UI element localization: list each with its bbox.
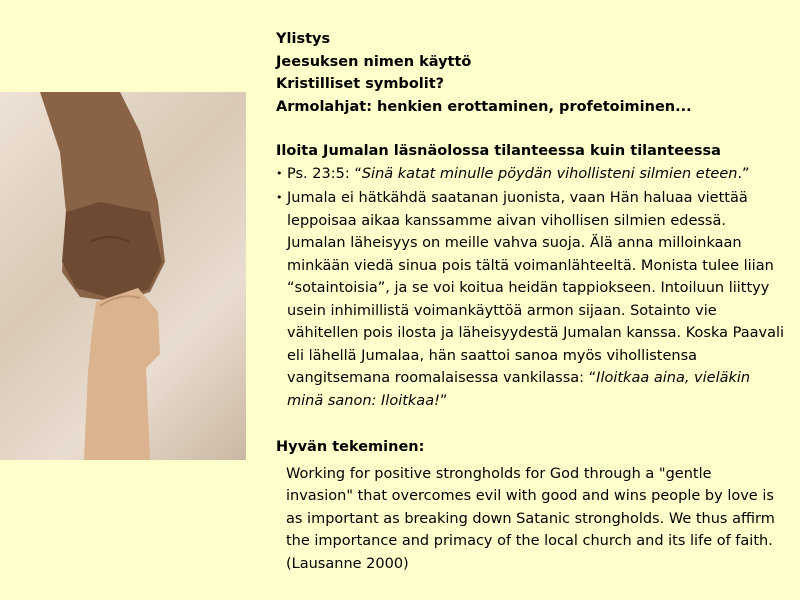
top-list-item: Armolahjat: henkien erottaminen, profetoiminen... [276,98,692,115]
bullet2-text: Jumala ei hätkähdä saatanan juonista, vaan Hän haluaa viettää leppoisaa aikaa kanssamme aivan vihollisen silmien edessä. Jumalan läheisyys on meille vahva suoja. Älä anna milloinkaan minkään viedä sinua pois tältä voimanlähteeltä. Monista tulee liian “sotaintoisia”, ja se voi koitua heidän tappiokseen. Intoiluun liittyy usein inhimillistä voimankäyttöä armon sijaan. Sotainto vie vähitellen pois ilosta ja läheisyydestä Jumalan kanssa. Koska Paavali eli lähellä Jumalaa, hän saattoi sanoa myös vihollistensa vangitsemana roomalaisessa vankilassa: “ [287,190,785,386]
slide-content [276,28,786,575]
hands-photo-icon [0,92,246,460]
top-list-item: Kristilliset symbolit? [276,76,445,92]
bullet-item [276,163,786,186]
top-list-item: Ylistys [276,31,331,47]
section1-heading: Iloita Jumalan läsnäolossa tilanteessa kuin tilanteessa [276,143,721,159]
top-list-item: Jeesuksen nimen käyttö [276,53,472,70]
bullet2-quote: Iloitkaa aina, vieläkin minä sanon: Iloitkaa! [287,370,751,409]
bullet2-suffix: ” [439,392,448,409]
bullet-icon: • [276,166,283,180]
hands-photo [0,92,246,460]
bullet1-suffix: .” [737,165,750,182]
top-list [276,28,786,118]
bullet-item [276,187,786,412]
section2-heading: Hyvän tekeminen: [276,439,425,455]
bullet1-quote: Sinä katat minulle pöydän vihollisteni silmien eteen [361,165,738,182]
bullet1-prefix: Ps. 23:5: “ [287,165,362,182]
bullet-icon: • [276,191,283,204]
section2-text: Working for positive strongholds for God through a "gentle invasion" that overcomes evil with good and wins people by love is as important as breaking down Satanic strongholds. We thus affirm the importance and primacy of the local church and its life of faith. (Lausanne 2000) [286,465,775,572]
section1-bullets [276,163,786,413]
